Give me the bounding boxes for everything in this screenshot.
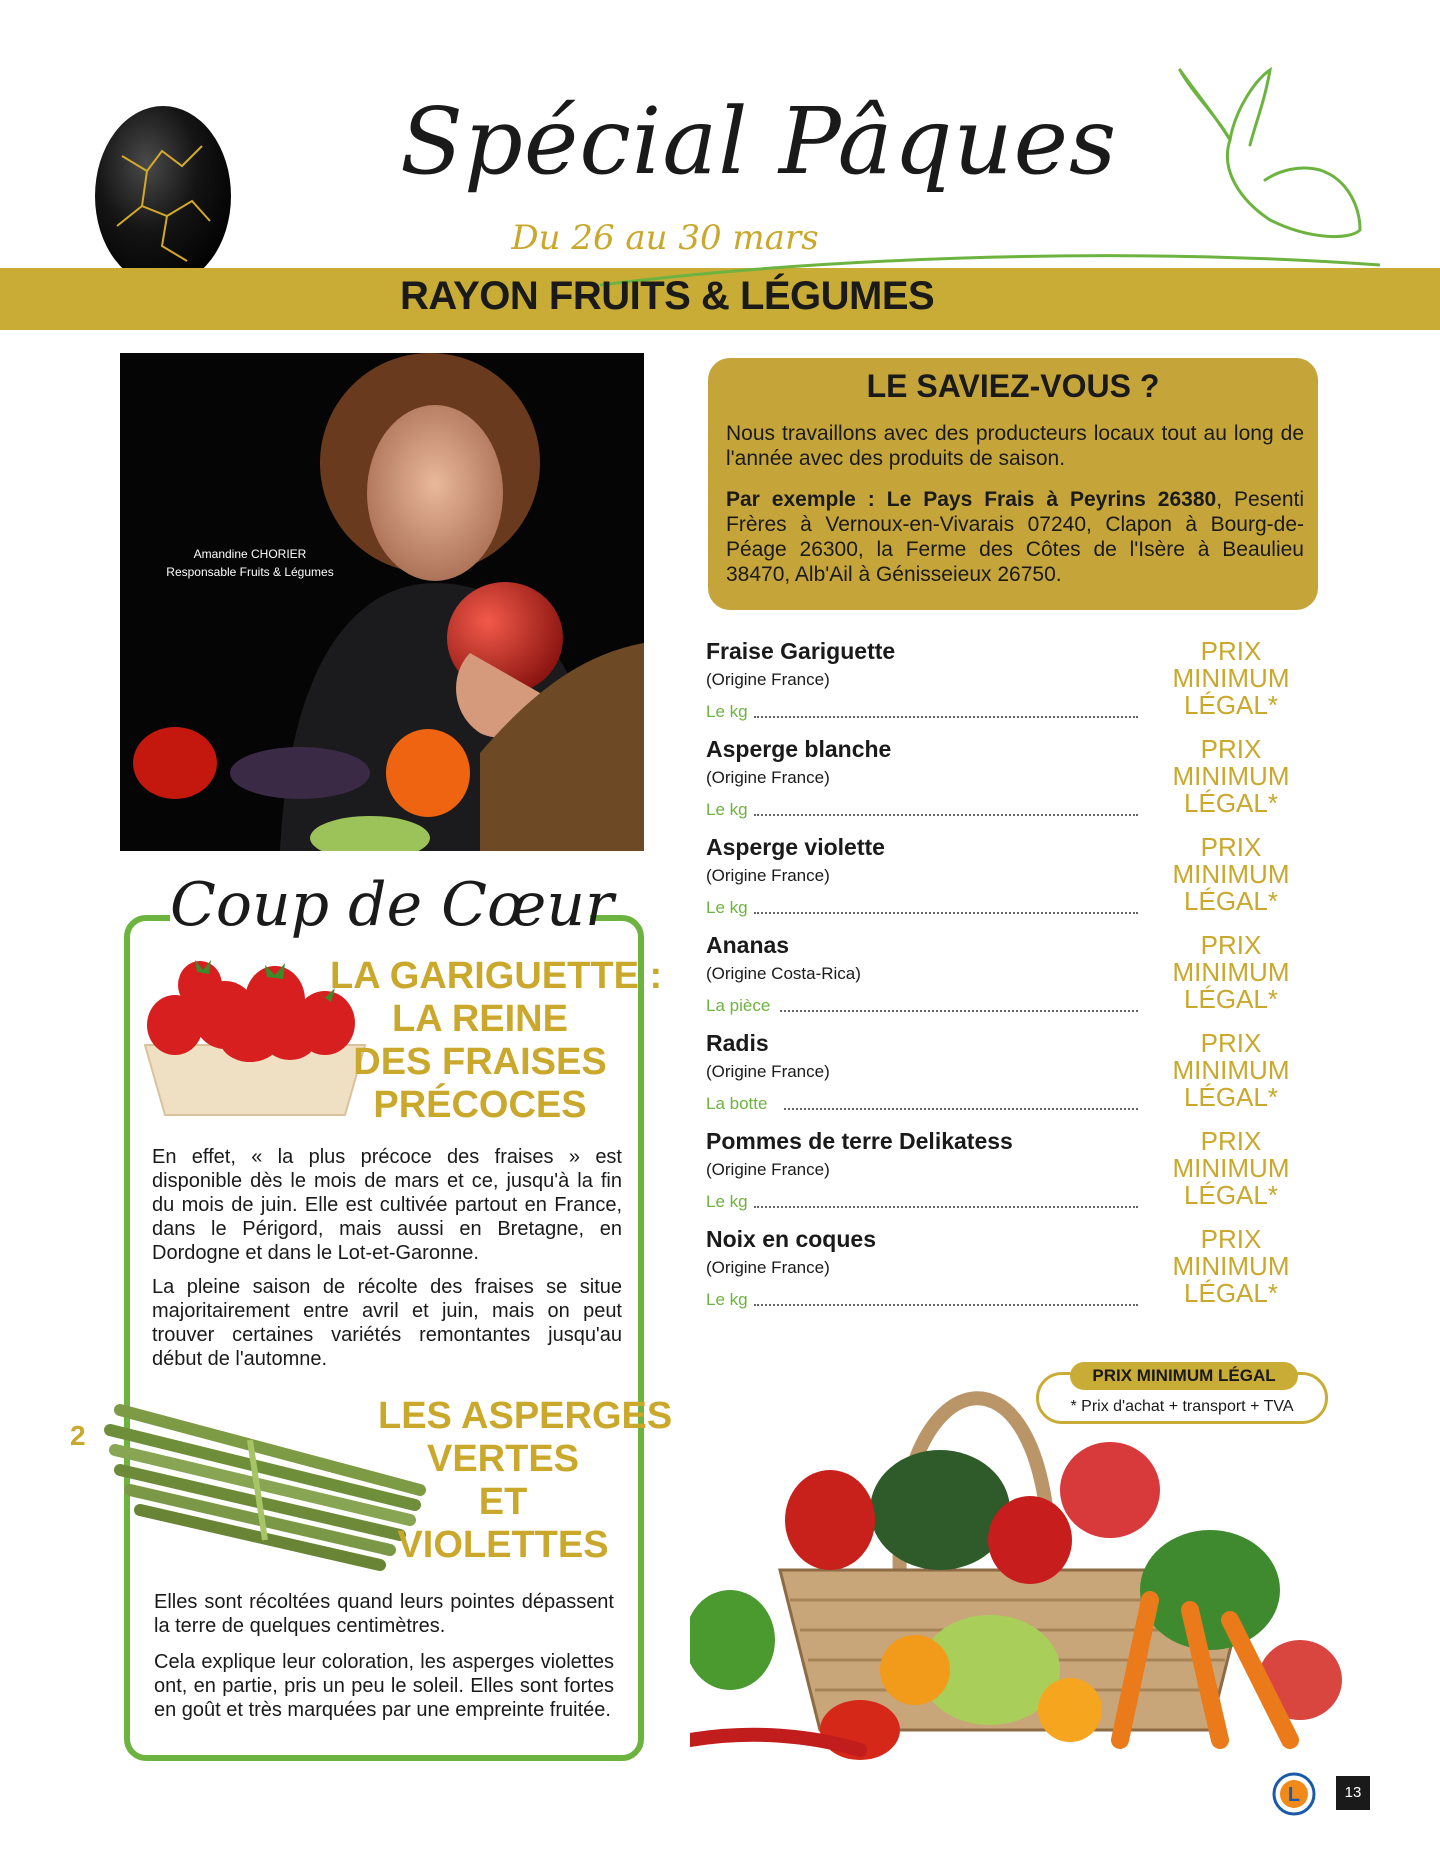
gariguette-heading-line: LA GARIGUETTE : [330,955,663,997]
dotted-leader [754,1304,1138,1306]
page-number: 13 [1336,1776,1370,1810]
asperges-heading [378,1395,673,1567]
price-line: MINIMUM [1172,1251,1290,1281]
saviez-vous-paragraph-2 [726,487,1304,587]
photo-caption [150,545,350,581]
saviez-vous-paragraph-1: Nous travaillons avec des producteurs locaux tout au long de l'année avec des produits de saison. [726,422,1304,470]
product-price [1156,1030,1306,1111]
price-line: MINIMUM [1172,1153,1290,1183]
product-unit: Le kg [706,898,748,917]
black-egg-icon [92,96,234,288]
caption-role: Responsable Fruits & Légumes [166,565,334,579]
saviez-vous-title: LE SAVIEZ-VOUS ? [866,368,1160,404]
product-unit: La botte [706,1094,768,1113]
saviez-vous-prefix: Par exemple : [726,488,887,511]
product-name: Asperge violette [706,834,885,860]
product-origin: (Origine France) [706,866,830,885]
product-price [1156,1226,1306,1307]
product-price [1156,638,1306,719]
price-line: PRIX [1200,1224,1262,1254]
asparagus-badge: 2 [70,1420,86,1451]
product-name: Radis [706,1030,769,1056]
dotted-leader [754,716,1138,718]
price-line: PRIX [1200,832,1262,862]
product-origin: (Origine France) [706,1258,830,1277]
product-origin: (Origine France) [706,1160,830,1179]
dotted-leader [754,912,1138,914]
price-line: MINIMUM [1172,761,1290,791]
product-price [1156,932,1306,1013]
logo-letter: L [1287,1784,1301,1806]
product-item [706,736,1306,832]
product-unit: Le kg [706,702,748,721]
price-line: LÉGAL* [1184,1180,1278,1210]
product-item [706,1030,1306,1126]
page-title: Spécial Pâques [400,88,1118,195]
saviez-vous-highlight: Le Pays Frais à Peyrins 26380 [886,488,1217,511]
portrait-illustration [120,353,644,851]
product-price [1156,834,1306,915]
product-origin: (Origine France) [706,670,830,689]
caption-name: Amandine CHORIER [193,547,307,561]
gariguette-paragraph-2: La pleine saison de récolte des fraises se situe majoritairement entre avril et juin, mais on peut trouver certaines variétés remontantes jusqu'au début de l'automne. [152,1276,622,1370]
asperges-heading-line: VIOLETTES [397,1524,609,1566]
price-line: LÉGAL* [1184,1082,1278,1112]
price-line: LÉGAL* [1184,788,1278,818]
product-item [706,638,1306,734]
price-line: PRIX [1200,1028,1262,1058]
product-name: Ananas [706,932,790,958]
product-unit: La pièce [706,996,771,1015]
product-origin: (Origine Costa-Rica) [706,964,861,983]
price-line: PRIX [1200,636,1262,666]
gariguette-heading-line: LA REINE [392,998,568,1040]
date-range: Du 26 au 30 mars [511,218,819,258]
gariguette-heading-line: DES FRAISES [353,1041,607,1083]
price-line: LÉGAL* [1184,1278,1278,1308]
gariguette-heading [330,955,663,1127]
leclerc-logo-icon [1272,1772,1316,1816]
legal-price-title: PRIX MINIMUM LÉGAL [1070,1362,1298,1390]
dotted-leader [754,814,1138,816]
product-unit: Le kg [706,1290,748,1309]
product-unit: Le kg [706,800,748,819]
dotted-leader [754,1206,1138,1208]
product-name: Asperge blanche [706,736,892,762]
price-line: MINIMUM [1172,663,1290,693]
gariguette-heading-line: PRÉCOCES [373,1084,587,1126]
product-item [706,834,1306,930]
price-line: MINIMUM [1172,1055,1290,1085]
price-line: LÉGAL* [1184,984,1278,1014]
product-name: Fraise Gariguette [706,638,896,664]
asperges-heading-line: LES ASPERGES [378,1395,673,1437]
product-origin: (Origine France) [706,1062,830,1081]
section-title: RAYON FRUITS & LÉGUMES [400,274,935,318]
coup-de-coeur-title: Coup de Cœur [170,870,614,940]
asperges-paragraph-1: Elles sont récoltées quand leurs pointes dépassent la terre de quelques centimètres. [154,1591,614,1637]
vegetable-basket-image [690,1340,1350,1760]
price-line: PRIX [1200,1126,1262,1156]
price-line: LÉGAL* [1184,886,1278,916]
dotted-leader [780,1010,1138,1012]
product-price [1156,1128,1306,1209]
gariguette-paragraph-1: En effet, « la plus précoce des fraises » est disponible dès le mois de mars et ce, jusqu'à la fin du mois de juin. Elle est cultivée partout en France, dans le Périgord, mais aussi en Bretagne, en Dordogne et dans le Lot-et-Garonne. [152,1146,622,1264]
asperges-paragraph-2: Cela explique leur coloration, les asperges violettes ont, en partie, pris un peu le soleil. Elles sont fortes en goût et très marquées par une empreinte fruitée. [154,1651,614,1721]
price-line: MINIMUM [1172,957,1290,987]
legal-price-note: * Prix d'achat + transport + TVA [1070,1398,1294,1415]
price-line: LÉGAL* [1184,690,1278,720]
saviez-vous-rest: , Pesenti Frères à Vernoux-en-Vivarais 07240, Clapon à Bourg-de-Péage 26300, la Ferme des Côtes de l'Isère à Beaulieu 38470, Alb'Ail à Génisseieux 26750. [726,488,1305,586]
product-name: Pommes de terre Delikatess [706,1128,1013,1154]
price-line: PRIX [1200,930,1262,960]
product-item [706,1226,1306,1322]
product-name: Noix en coques [706,1226,876,1252]
dotted-leader [784,1108,1138,1110]
price-line: PRIX [1200,734,1262,764]
product-item [706,932,1306,1028]
product-price [1156,736,1306,817]
asperges-heading-line: VERTES [426,1438,580,1480]
price-line: MINIMUM [1172,859,1290,889]
manager-photo [120,353,644,851]
product-item [706,1128,1306,1224]
product-unit: Le kg [706,1192,748,1211]
product-origin: (Origine France) [706,768,830,787]
asperges-heading-line: ET [478,1481,528,1523]
